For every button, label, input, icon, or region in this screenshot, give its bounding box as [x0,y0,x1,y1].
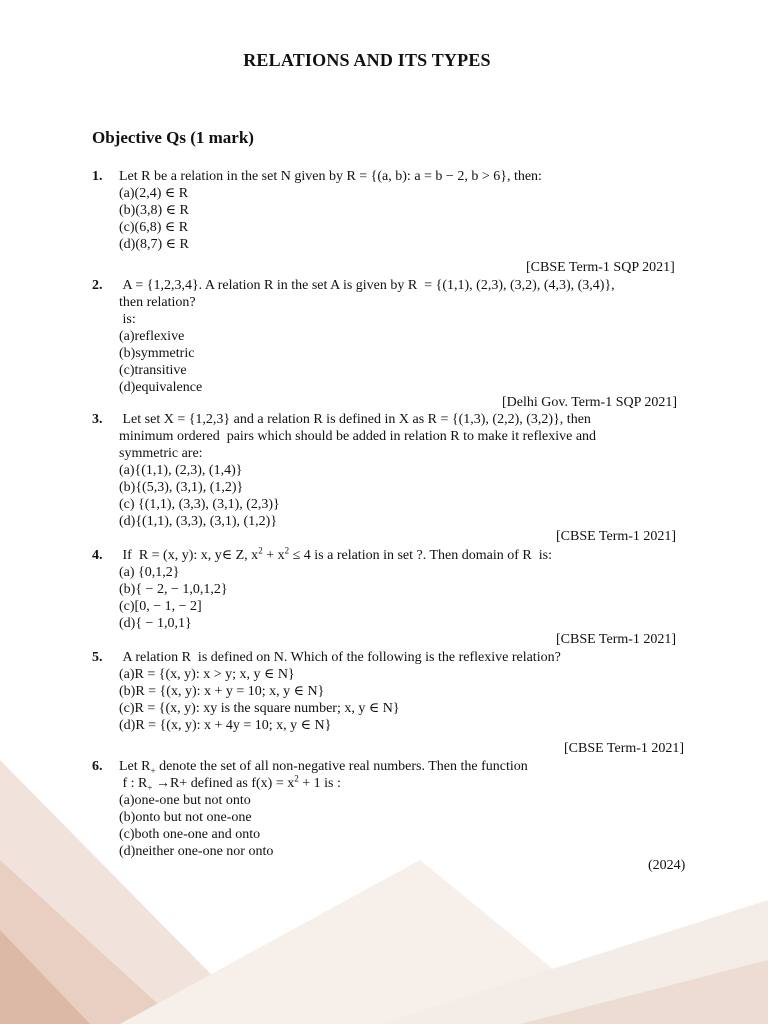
question-stem: A = {1,2,3,4}. A relation R in the set A is given by R = {(1,1), (2,3), (3,2), (4,3), (3,4)}, [119,278,615,293]
stem-part: + x [262,548,285,563]
superscript: 2 [284,545,290,556]
option-b: (b)R = {(x, y): x + y = 10; x, y ∈ N} [119,684,325,699]
option-b: (b)(3,8) ∈ R [119,203,189,218]
stem-part: f : R [119,776,148,791]
option-a: (a)reflexive [119,329,185,344]
question-3 [92,411,712,530]
option-b: (b)onto but not one-one [119,810,252,825]
option-b: (b)symmetric [119,346,195,361]
question-number: 2. [92,278,103,293]
question-stem: Let set X = {1,2,3} and a relation R is defined in X as R = {(1,3), (2,2), (3,2)}, then [119,412,591,427]
question-number: 5. [92,650,103,665]
page-title: RELATIONS AND ITS TYPES [243,50,491,70]
option-c: (c)(6,8) ∈ R [119,220,189,235]
stem-part: ≤ 4 is a relation in set ?. Then domain of R is: [289,548,552,563]
option-c: (c)transitive [119,363,187,378]
question-source: [CBSE Term-1 SQP 2021] [526,260,675,275]
stem-part: If R = (x, y): x, y∈ Z, x [119,548,259,563]
subscript: + [150,765,156,776]
question-source: [Delhi Gov. Term-1 SQP 2021] [502,395,678,410]
option-d: (d){ − 1,0,1} [119,616,192,631]
question-number: 3. [92,412,103,427]
question-stem-line-2: then relation? [119,295,196,310]
question-stem-line-2: minimum ordered pairs which should be added in relation R to make it reflexive and [119,429,597,444]
option-a: (a) {0,1,2} [119,565,180,580]
question-stem-line-2 [119,775,712,792]
question-1 [92,168,712,253]
question-6 [92,758,712,860]
option-b: (b){(5,3), (3,1), (1,2)} [119,480,244,495]
option-a: (a){(1,1), (2,3), (1,4)} [119,463,243,478]
stem-part: + 1 is : [298,776,341,791]
option-c: (c)R = {(x, y): xy is the square number; x, y ∈ N} [119,701,400,716]
question-number: 1. [92,169,103,184]
superscript: 2 [294,773,299,784]
superscript: 2 [258,545,263,556]
option-c: (c)[0, − 1, − 2] [119,599,202,614]
question-stem: Let R be a relation in the set N given by R = {(a, b): a = b − 2, b > 6}, then: [119,169,542,184]
option-d: (d)equivalence [119,380,203,395]
option-a: (a)(2,4) ∈ R [119,186,189,201]
question-4 [92,547,712,632]
option-b: (b){ − 2, − 1,0,1,2} [119,582,228,597]
question-source: (2024) [648,858,686,873]
question-stem [119,758,712,775]
question-stem-line-3: symmetric are: [119,446,203,461]
option-d: (d)R = {(x, y): x + 4y = 10; x, y ∈ N} [119,718,332,733]
question-2 [92,277,712,396]
option-a: (a)R = {(x, y): x > y; x, y ∈ N} [119,667,295,682]
question-source: [CBSE Term-1 2021] [556,529,677,544]
question-stem-line-3: is: [119,312,136,327]
question-stem: A relation R is defined on N. Which of the following is the reflexive relation? [119,650,561,665]
question-source: [CBSE Term-1 2021] [564,741,685,756]
question-source: [CBSE Term-1 2021] [556,632,677,647]
option-d: (d)(8,7) ∈ R [119,237,189,252]
question-number: 6. [92,759,103,774]
subscript: + [147,782,153,793]
stem-part: Let R [119,759,151,774]
option-d: (d){(1,1), (3,3), (3,1), (1,2)} [119,514,278,529]
option-c: (c) {(1,1), (3,3), (3,1), (2,3)} [119,497,280,512]
section-heading: Objective Qs (1 mark) [92,128,254,147]
stem-part: denote the set of all non-negative real numbers. Then the function [155,759,528,774]
stem-part: →R+ defined as f(x) = x [152,776,295,791]
question-number: 4. [92,548,103,563]
question-stem [119,547,712,564]
question-5 [92,649,712,734]
option-d: (d)neither one-one nor onto [119,844,274,859]
option-c: (c)both one-one and onto [119,827,261,842]
option-a: (a)one-one but not onto [119,793,251,808]
